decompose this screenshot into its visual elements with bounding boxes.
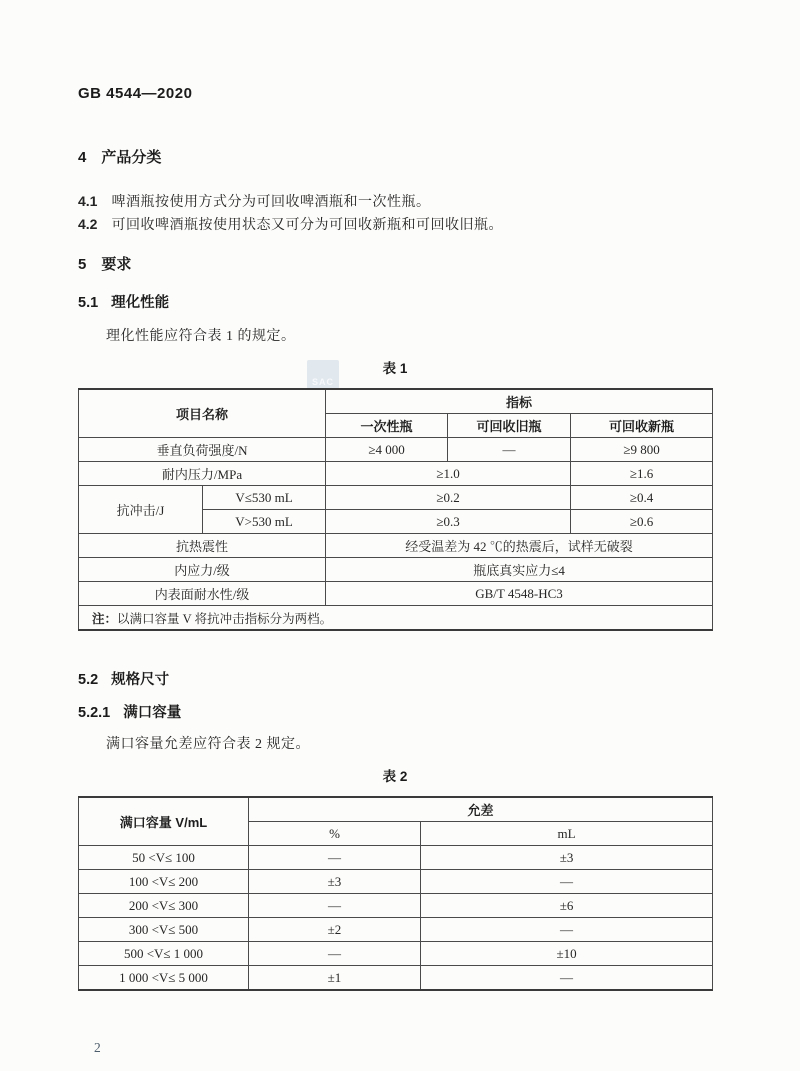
t1-water-resistance-label: 内表面耐水性/级 xyxy=(79,582,326,606)
t1-vertical-load-label: 垂直负荷强度/N xyxy=(79,438,326,462)
t1-col-disposable: 一次性瓶 xyxy=(326,414,448,438)
t1-impact-large-label: V>530 mL xyxy=(203,510,326,534)
standard-number: GB 4544—2020 xyxy=(78,85,193,102)
clause-4-2 xyxy=(78,213,503,237)
t1-internal-stress-value: 瓶底真实应力≤4 xyxy=(326,558,713,582)
table-2-header-row-1 xyxy=(79,797,713,822)
section-5-title: 要求 xyxy=(101,256,132,273)
t2-range-3: 200 <V≤ 300 xyxy=(79,894,249,918)
t1-impact-large-disposable-old: ≥0.3 xyxy=(326,510,571,534)
section-4-number: 4 xyxy=(78,149,87,166)
t1-vertical-load-disposable: ≥4 000 xyxy=(326,438,448,462)
section-5-number: 5 xyxy=(78,256,87,273)
t1-impact-large-new: ≥0.6 xyxy=(571,510,713,534)
clause-4-2-text: 可回收啤酒瓶按使用状态又可分为可回收新瓶和可回收旧瓶。 xyxy=(111,218,503,233)
page-number: 2 xyxy=(94,1040,101,1055)
t1-internal-pressure-disposable-old: ≥1.0 xyxy=(326,462,571,486)
t2-row-5 xyxy=(79,942,713,966)
t2-row-4 xyxy=(79,918,713,942)
t1-col-returnable-new: 可回收新瓶 xyxy=(571,414,713,438)
t1-note-text: 以满口容量 V 将抗冲击指标分为两档。 xyxy=(117,611,333,626)
table-1 xyxy=(78,388,713,631)
clause-4-1-number: 4.1 xyxy=(78,193,98,209)
t1-note xyxy=(79,606,713,631)
t1-row-water-resistance xyxy=(79,582,713,606)
section-4-heading xyxy=(78,146,161,167)
t1-row-internal-pressure xyxy=(79,462,713,486)
t1-header-item: 项目名称 xyxy=(79,389,326,438)
section-5-heading xyxy=(78,253,131,274)
t2-ml-1: ±3 xyxy=(421,846,713,870)
t1-row-impact-small xyxy=(79,486,713,510)
t2-row-3 xyxy=(79,894,713,918)
t2-row-2 xyxy=(79,870,713,894)
section-5-2-1-title: 满口容量 xyxy=(123,705,182,721)
t2-range-6: 1 000 <V≤ 5 000 xyxy=(79,966,249,991)
t1-impact-small-label: V≤530 mL xyxy=(203,486,326,510)
t1-vertical-load-new: ≥9 800 xyxy=(571,438,713,462)
t2-range-2: 100 <V≤ 200 xyxy=(79,870,249,894)
clause-4-1 xyxy=(78,190,430,214)
t2-row-1 xyxy=(79,846,713,870)
t2-pct-6: ±1 xyxy=(249,966,421,991)
t2-range-4: 300 <V≤ 500 xyxy=(79,918,249,942)
table-1-header-row-1 xyxy=(79,389,713,414)
t2-col-percent: % xyxy=(249,822,421,846)
t1-impact-small-disposable-old: ≥0.2 xyxy=(326,486,571,510)
t2-ml-4: — xyxy=(421,918,713,942)
t2-ml-2: — xyxy=(421,870,713,894)
t2-ml-6: — xyxy=(421,966,713,991)
t1-col-returnable-old: 可回收旧瓶 xyxy=(448,414,571,438)
t1-note-label: 注： xyxy=(92,611,118,626)
section-4-title: 产品分类 xyxy=(101,149,162,166)
clause-4-2-number: 4.2 xyxy=(78,216,98,232)
t2-pct-3: — xyxy=(249,894,421,918)
section-5-2-1-number: 5.2.1 xyxy=(78,705,111,721)
t2-pct-4: ±2 xyxy=(249,918,421,942)
t2-header-tolerance: 允差 xyxy=(249,797,713,822)
t1-row-note xyxy=(79,606,713,631)
section-5-2-heading xyxy=(78,668,169,689)
section-5-2-number: 5.2 xyxy=(78,672,99,688)
section-5-1-heading xyxy=(78,291,169,312)
t1-internal-pressure-label: 耐内压力/MPa xyxy=(79,462,326,486)
section-5-2-1-heading xyxy=(78,701,181,722)
t2-col-ml: mL xyxy=(421,822,713,846)
t1-row-vertical-load xyxy=(79,438,713,462)
t2-ml-3: ±6 xyxy=(421,894,713,918)
t1-header-index: 指标 xyxy=(326,389,713,414)
t1-impact-label: 抗冲击/J xyxy=(79,486,203,534)
t2-range-1: 50 <V≤ 100 xyxy=(79,846,249,870)
section-5-1-body: 理化性能应符合表 1 的规定。 xyxy=(106,329,296,344)
t1-thermal-shock-value: 经受温差为 42 ℃的热震后，试样无破裂 xyxy=(326,534,713,558)
t1-row-thermal-shock xyxy=(79,534,713,558)
section-5-1-number: 5.1 xyxy=(78,295,99,311)
t2-header-capacity: 满口容量 V/mL xyxy=(79,797,249,846)
t1-impact-small-new: ≥0.4 xyxy=(571,486,713,510)
t1-thermal-shock-label: 抗热震性 xyxy=(79,534,326,558)
t2-pct-5: — xyxy=(249,942,421,966)
section-5-2-1-body: 满口容量允差应符合表 2 规定。 xyxy=(106,737,310,752)
t1-internal-stress-label: 内应力/级 xyxy=(79,558,326,582)
t2-row-6 xyxy=(79,966,713,991)
t2-pct-2: ±3 xyxy=(249,870,421,894)
clause-4-1-text: 啤酒瓶按使用方式分为可回收啤酒瓶和一次性瓶。 xyxy=(111,195,431,210)
t2-ml-5: ±10 xyxy=(421,942,713,966)
sac-watermark: SAC xyxy=(307,360,339,389)
section-5-2-title: 规格尺寸 xyxy=(111,672,170,688)
t1-vertical-load-old: — xyxy=(448,438,571,462)
t1-row-internal-stress xyxy=(79,558,713,582)
t2-pct-1: — xyxy=(249,846,421,870)
t1-water-resistance-value: GB/T 4548-HC3 xyxy=(326,582,713,606)
t1-internal-pressure-new: ≥1.6 xyxy=(571,462,713,486)
table-2 xyxy=(78,796,713,991)
t2-range-5: 500 <V≤ 1 000 xyxy=(79,942,249,966)
section-5-1-title: 理化性能 xyxy=(111,295,170,311)
table-2-caption: 表 2 xyxy=(382,769,408,784)
table-1-caption: 表 1 xyxy=(382,361,408,376)
